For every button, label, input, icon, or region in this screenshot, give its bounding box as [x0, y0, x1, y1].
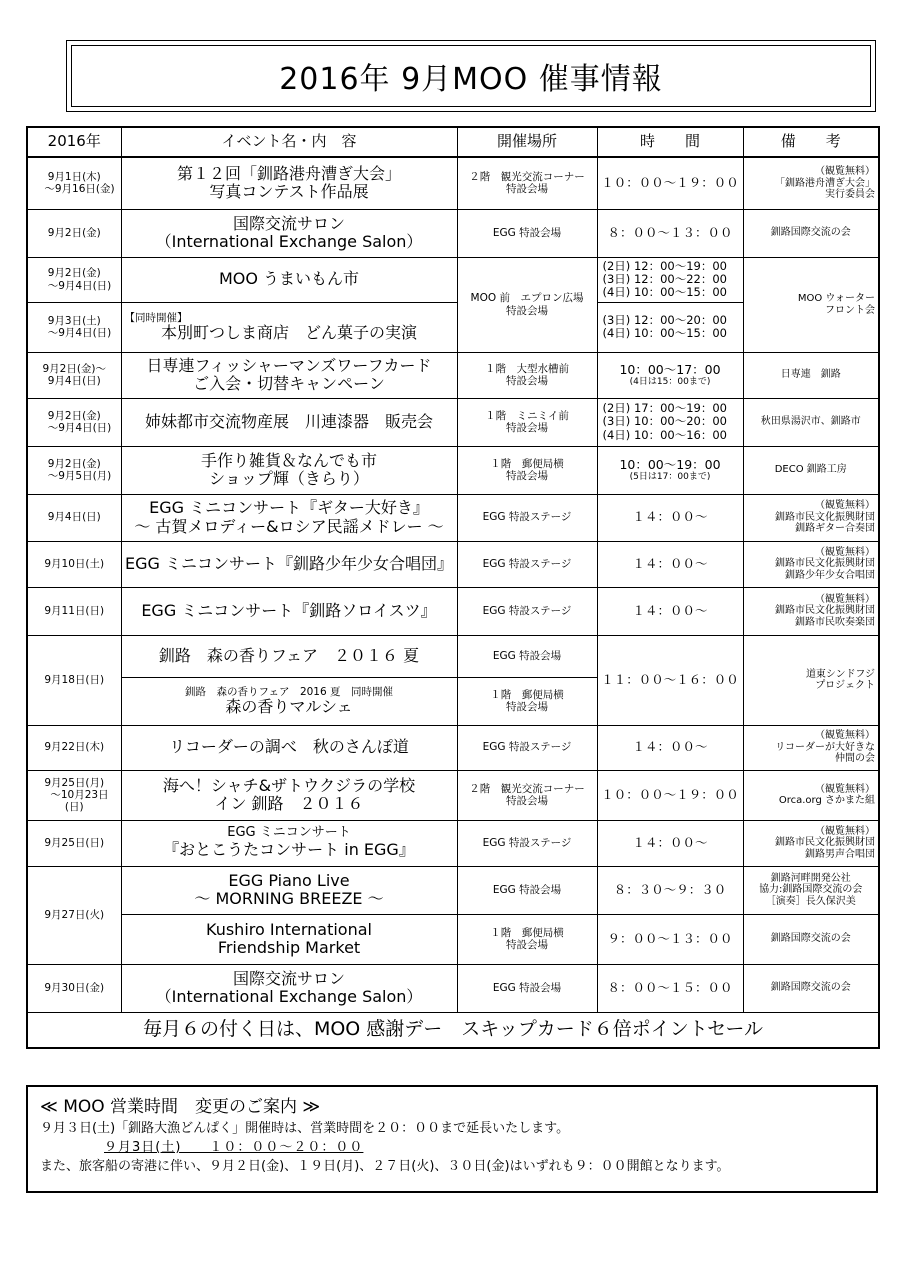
table-row: [27, 494, 879, 541]
event-time: １１：００～１６：００: [597, 635, 743, 725]
event-name: 手作り雑貨＆なんでも市 ショップ輝（きらり）: [121, 446, 457, 494]
event-time: ８：００～１５：００: [597, 964, 743, 1012]
table-row: [27, 914, 879, 964]
event-place: EGG 特設会場: [457, 209, 597, 257]
event-date: 9月25日(月) ～10月23日(日): [27, 770, 121, 820]
notice-line: ９月３日(土)「釧路大漁どんぱく」開催時は、営業時間を２０：００まで延長いたします。: [40, 1121, 570, 1136]
event-time: １４：００～: [597, 725, 743, 770]
event-time: (2日) 12：00～19：00 (3日) 12：00～22：00 (4日) 10：00～15：00: [602, 258, 727, 300]
event-time: １４：００～: [597, 541, 743, 587]
event-note: 釧路河畔開発公社 協力:釧路国際交流の会 ［演奏］長久保沢美: [743, 866, 879, 914]
event-time-cell: [597, 398, 743, 446]
event-note: DECO 釧路工房: [743, 446, 879, 494]
event-date: 9月11日(日): [27, 587, 121, 635]
event-time-cell: [597, 302, 743, 352]
event-date: 9月22日(木): [27, 725, 121, 770]
event-name: 『おとこうたコンサート in EGG』: [163, 840, 415, 860]
table-footer: 毎月６の付く日は、MOO 感謝デー スキップカード６倍ポイントセール: [27, 1012, 879, 1048]
notice-line: また、旅客船の寄港に伴い、９月２日(金)、１９日(月)、２７日(火)、３０日(金)はいずれも９：００開館となります。: [40, 1159, 730, 1174]
event-name-small: EGG ミニコンサート: [227, 825, 351, 841]
event-place: EGG 特設ステージ: [457, 494, 597, 541]
event-time: １０：００～１９：００: [597, 157, 743, 209]
event-note: 釧路国際交流の会: [743, 209, 879, 257]
event-name: 第１２回「釧路港舟漕ぎ大会」 写真コンテスト作品展: [121, 157, 457, 209]
event-note: （観覧無料） リコーダーが大好きな 仲間の会: [743, 725, 879, 770]
event-name: Kushiro International Friendship Market: [121, 914, 457, 964]
event-date: 9月25日(日): [27, 820, 121, 866]
table-row: [27, 446, 879, 494]
notice-heading: ≪ MOO 営業時間 変更のご案内 ≫: [40, 1097, 321, 1117]
event-note: （観覧無料） 釧路市民文化振興財団 釧路男声合唱団: [743, 820, 879, 866]
event-note: 日専連 釧路: [743, 352, 879, 398]
event-name-cell: [121, 677, 457, 725]
event-name-cell: [121, 820, 457, 866]
event-name: 海へ！シャチ&ザトウクジラの学校 イン 釧路 ２０１６: [121, 770, 457, 820]
events-table: [26, 126, 880, 1049]
event-date: 9月2日(金) ～9月5日(月): [27, 446, 121, 494]
page-title: 2016年 9月MOO 催事情報: [71, 45, 871, 107]
event-time: １４：００～: [597, 587, 743, 635]
title-frame: [66, 40, 876, 112]
event-time-cell: [597, 257, 743, 302]
event-note: （観覧無料） 釧路市民文化振興財団 釧路市民吹奏楽団: [743, 587, 879, 635]
event-name: MOO うまいもん市: [121, 257, 457, 302]
event-date: 9月10日(土): [27, 541, 121, 587]
event-name: 国際交流サロン （International Exchange Salon）: [121, 209, 457, 257]
event-note: （観覧無料） 釧路市民文化振興財団 釧路少年少女合唱団: [743, 541, 879, 587]
table-row: [27, 352, 879, 398]
event-sub-label: 【同時開催】: [124, 311, 188, 324]
notice-hours: ９月3日(土) １０：００～２０：００: [104, 1140, 364, 1155]
event-name: 森の香りマルシェ: [225, 696, 353, 716]
event-note: 釧路国際交流の会: [743, 914, 879, 964]
event-time: １４：００～: [597, 494, 743, 541]
table-row: [27, 725, 879, 770]
event-place: ２階 観光交流コーナー 特設会場: [457, 157, 597, 209]
table-row: [27, 820, 879, 866]
event-name: EGG ミニコンサート『釧路ソロイスツ』: [121, 587, 457, 635]
event-name: EGG Piano Live ～ MORNING BREEZE ～: [121, 866, 457, 914]
event-time: ９：００～１３：００: [597, 914, 743, 964]
event-name: EGG ミニコンサート『ギター大好き』 ～ 古賀メロディー&ロシア民謡メドレー ～: [121, 494, 457, 541]
header-note: 備 考: [743, 127, 879, 157]
event-date: 9月27日(火): [27, 866, 121, 964]
event-time: １０：００～１９：００: [597, 770, 743, 820]
event-name: 日専連フィッシャーマンズワーフカード ご入会・切替キャンペーン: [121, 352, 457, 398]
table-row: [27, 541, 879, 587]
event-place: １階 ミニミイ前 特設会場: [457, 398, 597, 446]
event-place: EGG 特設ステージ: [457, 820, 597, 866]
header-event: イベント名・内 容: [121, 127, 457, 157]
event-time: 10：00～17：00: [619, 361, 721, 377]
event-time-note: (5日は17：00まで): [629, 472, 711, 483]
event-date: 9月2日(金): [27, 209, 121, 257]
event-date: 9月1日(木) ～9月16日(金): [27, 157, 121, 209]
table-row: [27, 257, 879, 302]
event-name: EGG ミニコンサート『釧路少年少女合唱団』: [121, 541, 457, 587]
event-place: ２階 観光交流コーナー 特設会場: [457, 770, 597, 820]
event-time: (2日) 17：00～19：00 (3日) 10：00～20：00 (4日) 10：00～16：00: [602, 401, 727, 442]
header-place: 開催場所: [457, 127, 597, 157]
header-time: 時 間: [597, 127, 743, 157]
event-date: 9月3日(土) ～9月4日(日): [27, 302, 121, 352]
event-time-cell: [597, 446, 743, 494]
event-place: EGG 特設会場: [457, 964, 597, 1012]
table-row: [27, 866, 879, 914]
event-name: 姉妹都市交流物産展 川連漆器 販売会: [121, 398, 457, 446]
notice-box: [26, 1085, 878, 1193]
event-place: １階 大型水槽前 特設会場: [457, 352, 597, 398]
event-note: 秋田県湯沢市、釧路市: [743, 398, 879, 446]
event-name: 国際交流サロン （International Exchange Salon）: [121, 964, 457, 1012]
event-place: EGG 特設会場: [457, 635, 597, 677]
event-time: ８：００～１３：００: [597, 209, 743, 257]
event-time: (3日) 12：00～20：00 (4日) 10：00～15：00: [602, 312, 727, 340]
event-date: 9月2日(金)～ 9月4日(日): [27, 352, 121, 398]
event-note: （観覧無料） Orca.org さかまた組: [743, 770, 879, 820]
event-sub-label: 釧路 森の香りフェア 2016 夏 同時開催: [184, 685, 394, 698]
event-date: 9月2日(金) ～9月4日(日): [27, 398, 121, 446]
event-time: ８：３０～９：３０: [597, 866, 743, 914]
event-date: 9月30日(金): [27, 964, 121, 1012]
table-row: [27, 964, 879, 1012]
event-place: １階 郵便局横 特設会場: [457, 677, 597, 725]
event-place: MOO 前 エプロン広場 特設会場: [457, 257, 597, 352]
event-time: 10：00～19：00: [619, 456, 721, 472]
event-date: 9月2日(金) ～9月4日(日): [27, 257, 121, 302]
event-place: EGG 特設会場: [457, 866, 597, 914]
table-row: [27, 398, 879, 446]
event-name: リコーダーの調べ 秋のさんぽ道: [121, 725, 457, 770]
event-place: EGG 特設ステージ: [457, 725, 597, 770]
table-header-row: [27, 127, 879, 157]
table-footer-row: [27, 1012, 879, 1048]
event-note: （観覧無料） 「釧路港舟漕ぎ大会」 実行委員会: [743, 157, 879, 209]
event-name: 本別町つしま商店 どん菓子の実演: [160, 322, 417, 342]
event-time: １４：００～: [597, 820, 743, 866]
event-time-note: (4日は15：00まで): [629, 377, 711, 388]
event-date: 9月18日(日): [27, 635, 121, 725]
table-row: [27, 157, 879, 209]
header-year: 2016年: [27, 127, 121, 157]
event-date: 9月4日(日): [27, 494, 121, 541]
event-time-cell: [597, 352, 743, 398]
event-name: 釧路 森の香りフェア ２０１６ 夏: [121, 635, 457, 677]
event-name-cell: [121, 302, 457, 352]
table-row: [27, 635, 879, 677]
table-row: [27, 770, 879, 820]
event-place: １階 郵便局横 特設会場: [457, 914, 597, 964]
event-note: MOO ウォーター フロント会: [743, 257, 879, 352]
event-place: EGG 特設ステージ: [457, 541, 597, 587]
event-place: EGG 特設ステージ: [457, 587, 597, 635]
event-place: １階 郵便局横 特設会場: [457, 446, 597, 494]
event-note: （観覧無料） 釧路市民文化振興財団 釧路ギター合奏団: [743, 494, 879, 541]
table-row: [27, 209, 879, 257]
event-note: 釧路国際交流の会: [743, 964, 879, 1012]
table-row: [27, 587, 879, 635]
event-note: 道東シンドフジ プロジェクト: [743, 635, 879, 725]
